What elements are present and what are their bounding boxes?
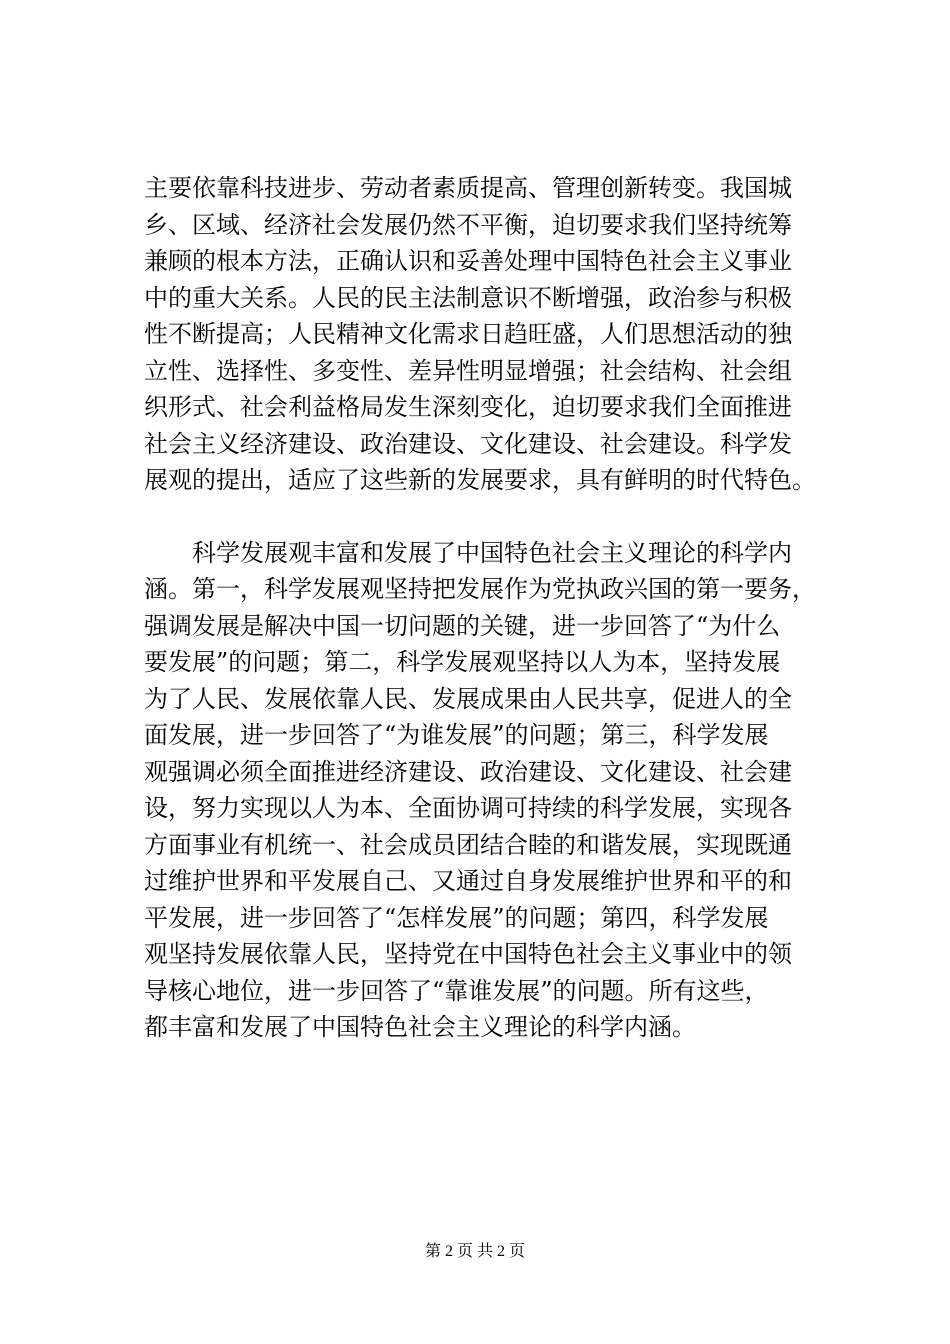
text-line: 导核心地位，进一步回答了“靠谁发展”的问题。所有这些， (144, 976, 769, 1005)
text-line: 展观的提出，适应了这些新的发展要求，具有鲜明的时代特色。 (144, 466, 816, 494)
text-line: 涵。第一，科学发展观坚持把发展作为党执政兴国的第一要务， (144, 575, 816, 603)
text-line: 都丰富和发展了中国特色社会主义理论的科学内涵。 (144, 1013, 696, 1041)
text-line: 中的重大关系。人民的民主法制意识不断增强，政治参与积极 (144, 283, 792, 312)
page-number-label: 第 2 页 共 2 页 (424, 1243, 525, 1260)
text-line: 社会主义经济建设、政治建设、文化建设、社会建设。科学发 (144, 429, 792, 458)
text-line: 方面事业有机统一、社会成员团结合睦的和谐发展，实现既通 (144, 830, 792, 859)
text-line: 强调发展是解决中国一切问题的关键，进一步回答了“为什么 (144, 611, 781, 640)
text-line: 为了人民、发展依靠人民、发展成果由人民共享，促进人的全 (144, 684, 792, 713)
text-line: 面发展，进一步回答了“为谁发展”的问题；第三，科学发展 (144, 721, 769, 749)
text-line: 乡、区域、经济社会发展仍然不平衡，迫切要求我们坚持统筹 (144, 210, 792, 239)
text-line: 科学发展观丰富和发展了中国特色社会主义理论的科学内 (144, 538, 792, 567)
text-line: 兼顾的根本方法，正确认识和妥善处理中国特色社会主义事业 (144, 247, 792, 275)
text-line: 过维护世界和平发展自己、又通过自身发展维护世界和平的和 (144, 867, 792, 895)
paragraph-1 (144, 170, 834, 499)
text-line: 观强调必须全面推进经济建设、政治建设、文化建设、社会建 (144, 757, 792, 786)
text-line: 要发展”的问题；第二，科学发展观坚持以人为本，坚持发展 (144, 648, 781, 676)
text-line: 设，努力实现以人为本、全面协调可持续的科学发展，实现各 (144, 794, 792, 822)
document-body (144, 170, 834, 1046)
page-footer (0, 1242, 950, 1262)
text-line: 观坚持发展依靠人民，坚持党在中国特色社会主义事业中的领 (144, 940, 792, 968)
text-line: 织形式、社会利益格局发生深刻变化，迫切要求我们全面推进 (144, 393, 792, 421)
text-line: 性不断提高；人民精神文化需求日趋旺盛，人们思想活动的独 (144, 320, 792, 348)
text-line: 立性、选择性、多变性、差异性明显增强；社会结构、社会组 (144, 356, 792, 385)
text-line: 平发展，进一步回答了“怎样发展”的问题；第四，科学发展 (144, 903, 769, 932)
text-line: 主要依靠科技进步、劳动者素质提高、管理创新转变。我国城 (144, 174, 792, 202)
paragraph-2 (144, 535, 834, 1046)
